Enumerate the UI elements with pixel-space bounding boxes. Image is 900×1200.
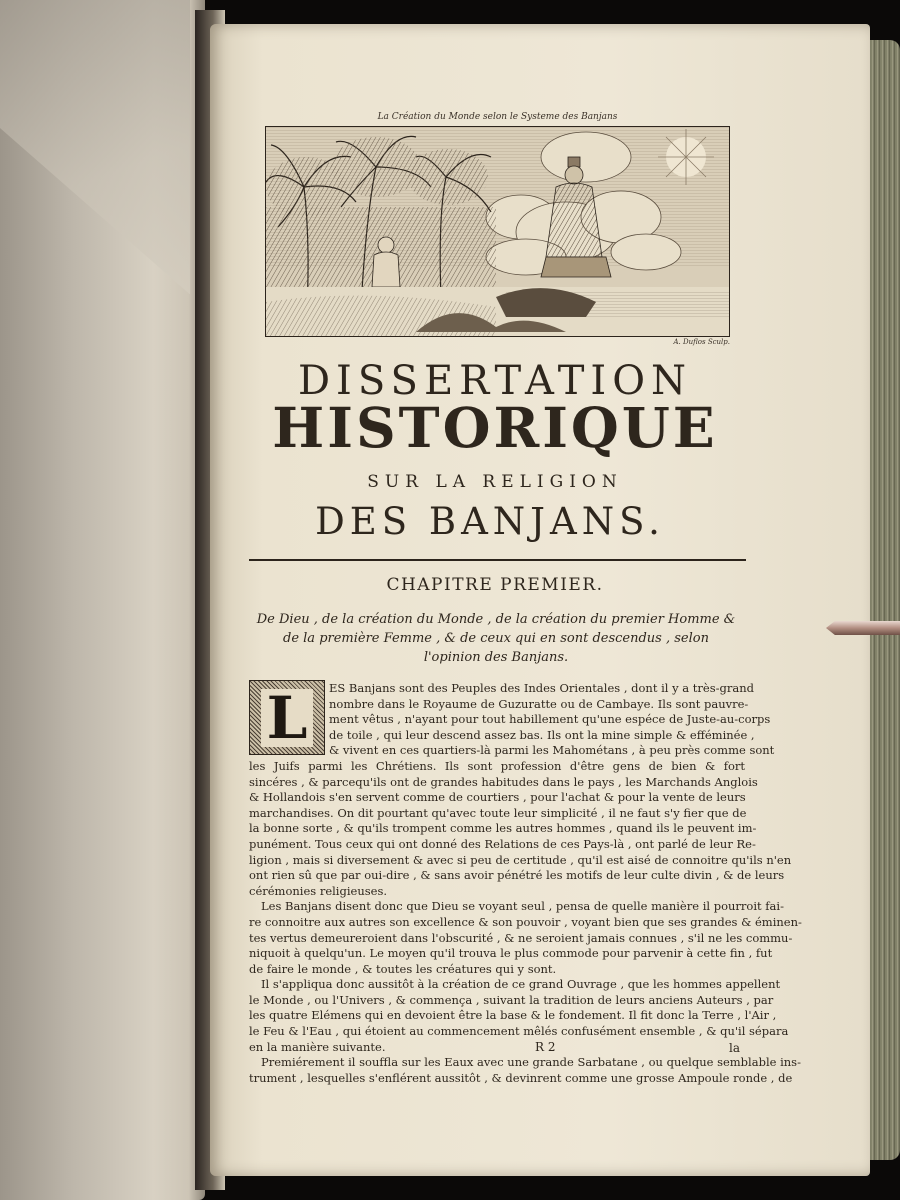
title-line-4: DES BANJANS. <box>315 500 665 543</box>
text-line: & Hollandois s'en servent comme de courtiers , pour l'achat & pour la vente de leurs <box>249 790 746 805</box>
text-line: Il s'appliqua donc aussitôt à la création de ce grand Ouvrage , que les hommes appellent <box>261 977 781 992</box>
text-line: ont rien sû que par oui-dire , & sans avoir pénétré les motifs de leur culte divin , & de leurs <box>249 868 785 883</box>
text-line: punément. Tous ceux qui ont donné des Relations de ces Pays-là , ont parlé de leur Re- <box>249 836 756 851</box>
title-line-3: SUR LA RELIGION <box>367 472 623 492</box>
text-line: en la manière suivante. <box>249 1039 386 1054</box>
engraving-illustration <box>266 127 729 336</box>
subtitle-line: l'opinion des Banjans. <box>423 650 569 665</box>
engraving-caption: La Création du Monde selon le Systeme des Banjans <box>377 112 618 122</box>
text-line: Premiérement il souffla sur les Eaux avec une grande Sarbatane , ou quelque semblable ins- <box>261 1055 801 1070</box>
text-line: les Juifs parmi les Chrétiens. Ils sont profession d'être gens de bien & fort <box>249 758 745 773</box>
title-line-2: HISTORIQUE <box>272 395 718 460</box>
engraver-signature: A. Duflos Sculp. <box>673 338 730 346</box>
text-line: de toile , qui leur descend assez bas. Ils ont la mine simple & efféminée , <box>329 727 755 742</box>
text-line: cérémonies religieuses. <box>249 883 387 898</box>
text-line: & vivent en ces quartiers-là parmi les Mahométans , à peu près comme sont <box>329 743 775 758</box>
page-fold-shadow <box>0 0 190 320</box>
text-line: ment vêtus , n'ayant pour tout habillement qu'une espéce de Juste-au-corps <box>329 712 771 727</box>
text-line: tes vertus demeureroient dans l'obscurité , & ne seroient jamais connues , s'il ne les commu- <box>249 930 793 945</box>
title-rule <box>249 559 746 561</box>
subtitle-line: de la première Femme , & de ceux qui en sont descendus , selon <box>283 631 709 646</box>
text-line: Les Banjans disent donc que Dieu se voyant seul , pensa de quelle manière il pourroit fai- <box>261 899 784 914</box>
text-line: trument , lesquelles s'enflérent aussitôt , & devinrent comme une grosse Ampoule ronde , de <box>249 1070 793 1085</box>
text-line: les quatre Elémens qui en devoient être la base & le fondement. Il fit donc la Terre , l'Air , <box>249 1008 777 1023</box>
text-line: marchandises. On dit pourtant qu'avec toute leur simplicité , il ne faut s'y fier que de <box>249 805 747 820</box>
title-line-1: DISSERTATION <box>297 358 693 404</box>
drop-cap-wrap-block <box>329 681 775 759</box>
text-line: nombre dans le Royaume de Guzuratte ou de Cambaye. Ils sont pauvre- <box>329 696 749 711</box>
bookmark-ribbon <box>826 621 900 635</box>
chapter-heading: CHAPITRE PREMIER. <box>386 575 604 595</box>
text-line: de faire le monde , & toutes les créatures qui y sont. <box>249 961 557 976</box>
left-blank-page <box>0 0 205 1200</box>
catchword: la <box>729 1041 740 1055</box>
creation-engraving <box>265 126 730 337</box>
subtitle-line: De Dieu , de la création du Monde , de la création du premier Homme & <box>256 612 736 627</box>
page-edges <box>866 40 900 1160</box>
drop-cap-letter: L <box>261 689 314 747</box>
text-line: ligion , mais si diversement & avec si peu de certitude , qu'il est aisé de connoitre qu'ils n'en <box>249 852 792 867</box>
signature-mark: R 2 <box>535 1040 556 1054</box>
text-line: la bonne sorte , & qu'ils trompent comme les autres hommes , quand ils le peuvent im- <box>249 821 757 836</box>
text-line: le Monde , ou l'Univers , & commença , suivant la tradition de leurs anciens Auteurs , par <box>249 992 774 1007</box>
chapter-subtitle <box>246 610 746 667</box>
body-text <box>249 681 802 1086</box>
text-line: re connoitre aux autres son excellence & son pouvoir , voyant bien que ses grandes & éminen- <box>249 914 802 929</box>
text-line: sincéres , & parcequ'ils ont de grandes habitudes dans le pays , les Marchands Anglois <box>249 774 758 789</box>
text-line: le Feu & l'Eau , qui étoient au commencement mêlés confusément ensemble , & qu'il sépara <box>249 1024 789 1039</box>
text-line: niquoit à quelqu'un. Le moyen qu'il trouva le plus commode pour parvenir à cette fin , fut <box>249 946 773 961</box>
text-line: ES Banjans sont des Peuples des Indes Orientales , dont il y a très-grand <box>329 681 754 695</box>
